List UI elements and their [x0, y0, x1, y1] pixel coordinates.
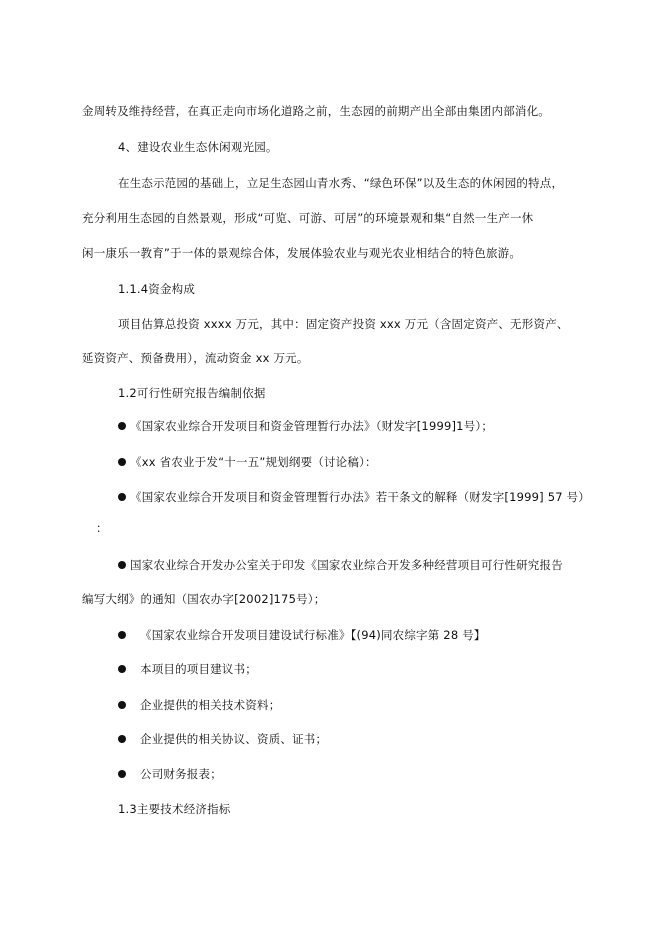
paragraph-line: 充分利用生态园的自然景观，形成“可览、可游、可居”的环境景观和集“自然一生产一休 — [82, 211, 534, 225]
list-item-continuation: ： — [96, 521, 108, 535]
list-item — [118, 766, 222, 782]
bullet-icon — [118, 458, 126, 466]
list-item — [118, 697, 280, 713]
list-item-text: 《国家农业综合开发项目建设试行标准》【(94)同农综字第 28 号】 — [140, 628, 486, 642]
list-item — [118, 489, 590, 505]
bullet-icon — [118, 561, 126, 569]
paragraph-line: 在生态示范园的基础上，立足生态园山青水秀、“绿色环保”以及生态的休闲园的特点， — [118, 176, 564, 190]
list-item-text: 《国家农业综合开发项目和资金管理暂行办法》（财发字[1999]1号）； — [130, 419, 494, 433]
bullet-icon — [118, 701, 126, 709]
list-item-text: 本项目的项目建议书； — [140, 662, 257, 676]
list-item-text: 国家农业综合开发办公室关于印发《国家农业综合开发多种经营项目可行性研究报告 — [130, 558, 563, 572]
list-item — [118, 418, 493, 434]
bullet-icon — [118, 631, 126, 639]
list-item-continuation: 编写大纲》的通知（国农办字[2002]175号）； — [82, 592, 326, 606]
section-heading: 1.2可行性研究报告编制依据 — [118, 386, 266, 400]
list-item — [118, 557, 563, 573]
list-item-text: 公司财务报表； — [140, 767, 222, 781]
paragraph-line: 延资资产、预备费用），流动资金 xx 万元。 — [82, 351, 309, 365]
list-item-text: 企业提供的相关协议、资质、证书； — [140, 732, 328, 746]
list-item-text: 企业提供的相关技术资料； — [140, 698, 281, 712]
paragraph-line: 项目估算总投资 xxxx 万元，其中：固定资产投资 xxx 万元（含固定资产、无形资产、 — [118, 317, 569, 331]
list-item-text: 《xx 省农业于发“十一五”规划纲要（讨论稿）： — [130, 455, 377, 469]
bullet-icon — [118, 735, 126, 743]
bullet-icon — [118, 493, 126, 501]
list-item — [118, 454, 377, 470]
list-item — [118, 661, 257, 677]
section-heading: 1.3主要技术经济指标 — [118, 802, 231, 816]
list-item — [118, 627, 486, 643]
bullet-icon — [118, 422, 126, 430]
list-item — [118, 731, 327, 747]
list-item-text: 《国家农业综合开发项目和资金管理暂行办法》若干条文的解释（财发字[1999] 57 号） — [130, 490, 590, 504]
bullet-icon — [118, 770, 126, 778]
section-heading: 1.1.4资金构成 — [118, 282, 196, 296]
paragraph-line: 金周转及维持经营，在真正走向市场化道路之前，生态园的前期产出全部由集团内部消化。 — [82, 104, 550, 118]
paragraph-line: 闲一康乐一教育”于一体的景观综合体，发展体验农业与观光农业相结合的特色旅游。 — [82, 246, 522, 260]
section-item-4: 4、建设农业生态休闲观光园。 — [118, 140, 278, 154]
bullet-icon — [118, 665, 126, 673]
